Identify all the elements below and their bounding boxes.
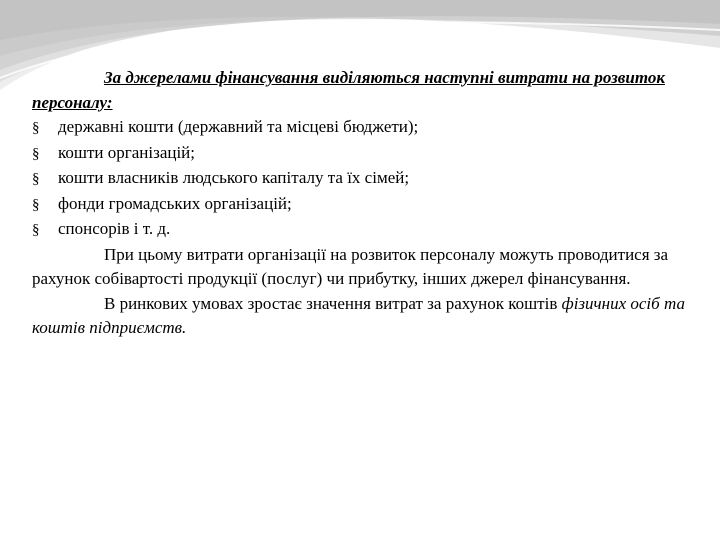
bullet-icon: § [32, 196, 40, 213]
funding-sources-list [32, 115, 697, 243]
list-item [32, 141, 697, 167]
paragraph-market-emphasis: фізичних осіб та коштів підприємств. [32, 293, 685, 337]
bullet-icon: § [32, 171, 40, 187]
bullet-icon: § [32, 222, 40, 238]
list-item [32, 192, 697, 218]
section-heading: За джерелами фінансування виділяються наступні витрати на розвиток персоналу: [32, 68, 665, 112]
list-item-text: фонди громадських організацій; [58, 193, 292, 213]
list-item-text: спонсорів і т. д. [58, 219, 171, 238]
list-item [32, 115, 697, 141]
paragraph-market-conditions [32, 292, 697, 341]
list-item-text: кошти організацій; [58, 142, 196, 162]
paragraph-costs-source: При цьому витрати організації на розвиток персоналу можуть проводитися за рахунок собівартості продукції (послуг) чи прибутку, інших джерел фінансування. [32, 244, 669, 288]
slide-body [32, 66, 697, 341]
paragraph-market-text: В ринкових умовах зростає значення витрат за рахунок коштів [104, 293, 562, 313]
bullet-icon: § [32, 145, 40, 162]
bullet-icon: § [32, 120, 40, 136]
list-item [32, 166, 697, 192]
list-item-text: державні кошти (державний та місцеві бюджети); [58, 117, 419, 136]
list-item-text: кошти власників людського капіталу та їх сімей; [58, 168, 410, 187]
list-item [32, 217, 697, 243]
